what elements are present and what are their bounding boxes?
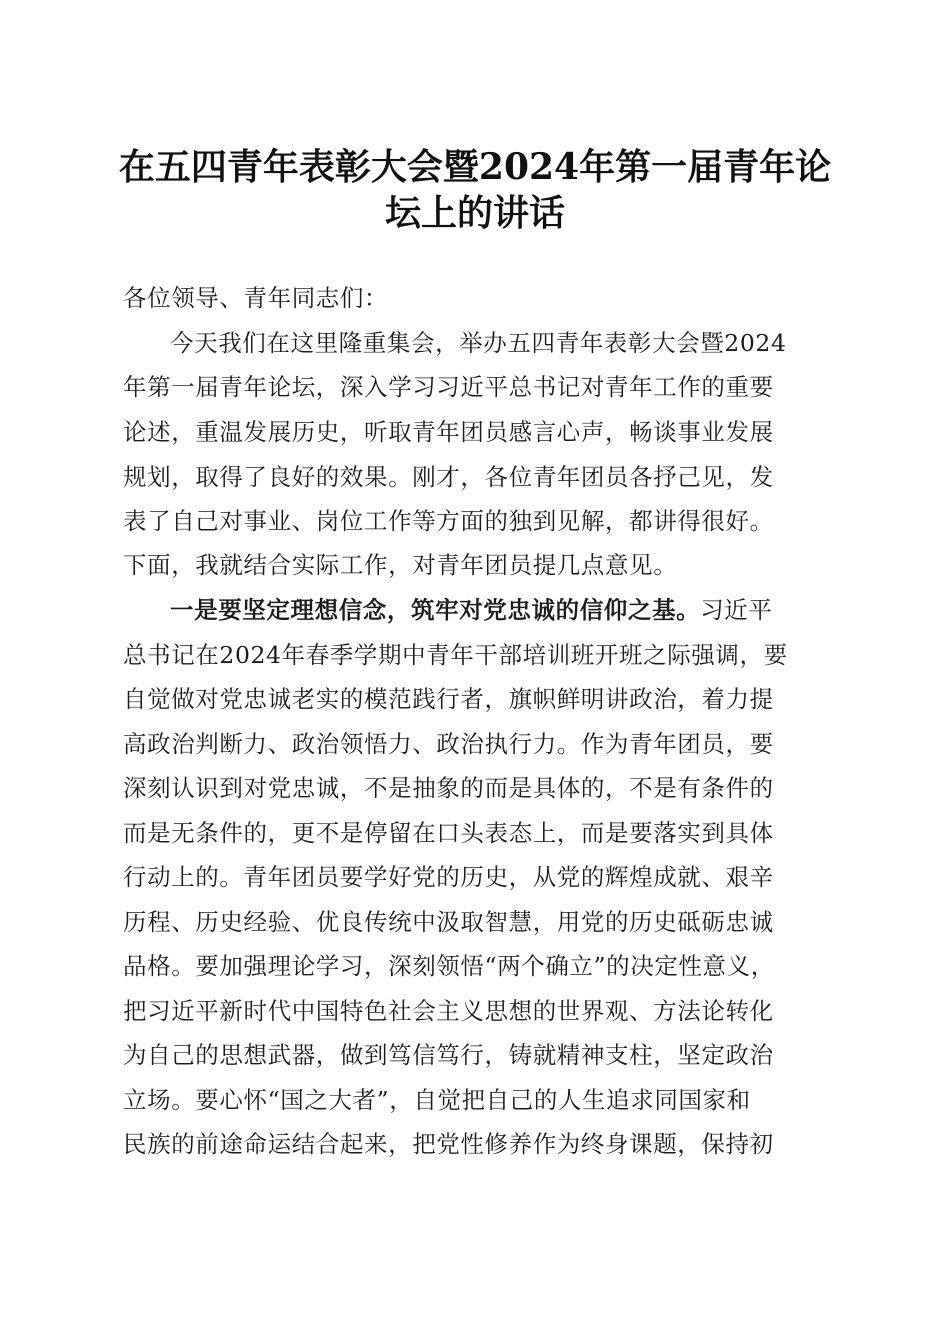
paragraph-2-line: 历程、历史经验、优良传统中汲取智慧，用党的历史砥砺忠诚 — [123, 908, 774, 936]
paragraph-2-line: 高政治判断力、政治领悟力、政治执行力。作为青年团员，要 — [123, 730, 774, 758]
paragraph-2-line: 把习近平新时代中国特色社会主义思想的世界观、方法论转化 — [123, 997, 774, 1025]
paragraph-1-line: 规划，取得了良好的效果。刚才，各位青年团员各抒己见，发 — [123, 463, 774, 491]
paragraph-2-line: 品格。要加强理论学习，深刻领悟“两个确立”的决定性意义， — [123, 952, 775, 980]
paragraph-1-line: 今天我们在这里隆重集会，举办五四青年表彰大会暨2024 — [170, 329, 787, 357]
paragraph-2-line: 为自己的思想武器，做到笃信笃行，铸就精神支柱，坚定政治 — [123, 1041, 774, 1069]
paragraph-2-line: 民族的前途命运结合起来，把党性修养作为终身课题，保持初 — [123, 1130, 774, 1158]
paragraph-2-line: 总书记在2024年春季学期中青年干部培训班开班之际强调，要 — [123, 641, 788, 669]
paragraph-1-line: 表了自己对事业、岗位工作等方面的独到见解，都讲得很好。 — [123, 507, 774, 535]
paragraph-2-line: 立场。要心怀“国之大者”，自觉把自己的人生追求同国家和 — [123, 1086, 751, 1114]
paragraph-2-line: 深刻认识到对党忠诚，不是抽象的而是具体的，不是有条件的 — [123, 774, 774, 802]
paragraph-1-line: 年第一届青年论坛，深入学习习近平总书记对青年工作的重要 — [123, 373, 774, 401]
paragraph-2-heading: 一是要坚定理想信念，筑牢对党忠诚的信仰之基。 — [170, 596, 701, 624]
document-title-line-1: 在五四青年表彰大会暨2024年第一届青年论 — [118, 146, 832, 188]
paragraph-1-line: 论述，重温发展历史，听取青年团员感言心声，畅谈事业发展 — [123, 418, 774, 446]
paragraph-2-line: 而是无条件的，更不是停留在口头表态上，而是要落实到具体 — [123, 819, 774, 847]
paragraph-1-line: 下面，我就结合实际工作，对青年团员提几点意见。 — [123, 551, 678, 579]
paragraph-2-heading-tail: 习近平 — [700, 596, 773, 624]
document-title-line-2: 坛上的讲话 — [384, 192, 565, 234]
salutation: 各位领导、青年同志们： — [123, 284, 389, 312]
paragraph-2-line: 自觉做对党忠诚老实的模范践行者，旗帜鲜明讲政治，着力提 — [123, 685, 774, 713]
paragraph-2-line: 行动上的。青年团员要学好党的历史，从党的辉煌成就、艰辛 — [123, 863, 774, 891]
paragraph-2-first-line — [170, 595, 830, 625]
